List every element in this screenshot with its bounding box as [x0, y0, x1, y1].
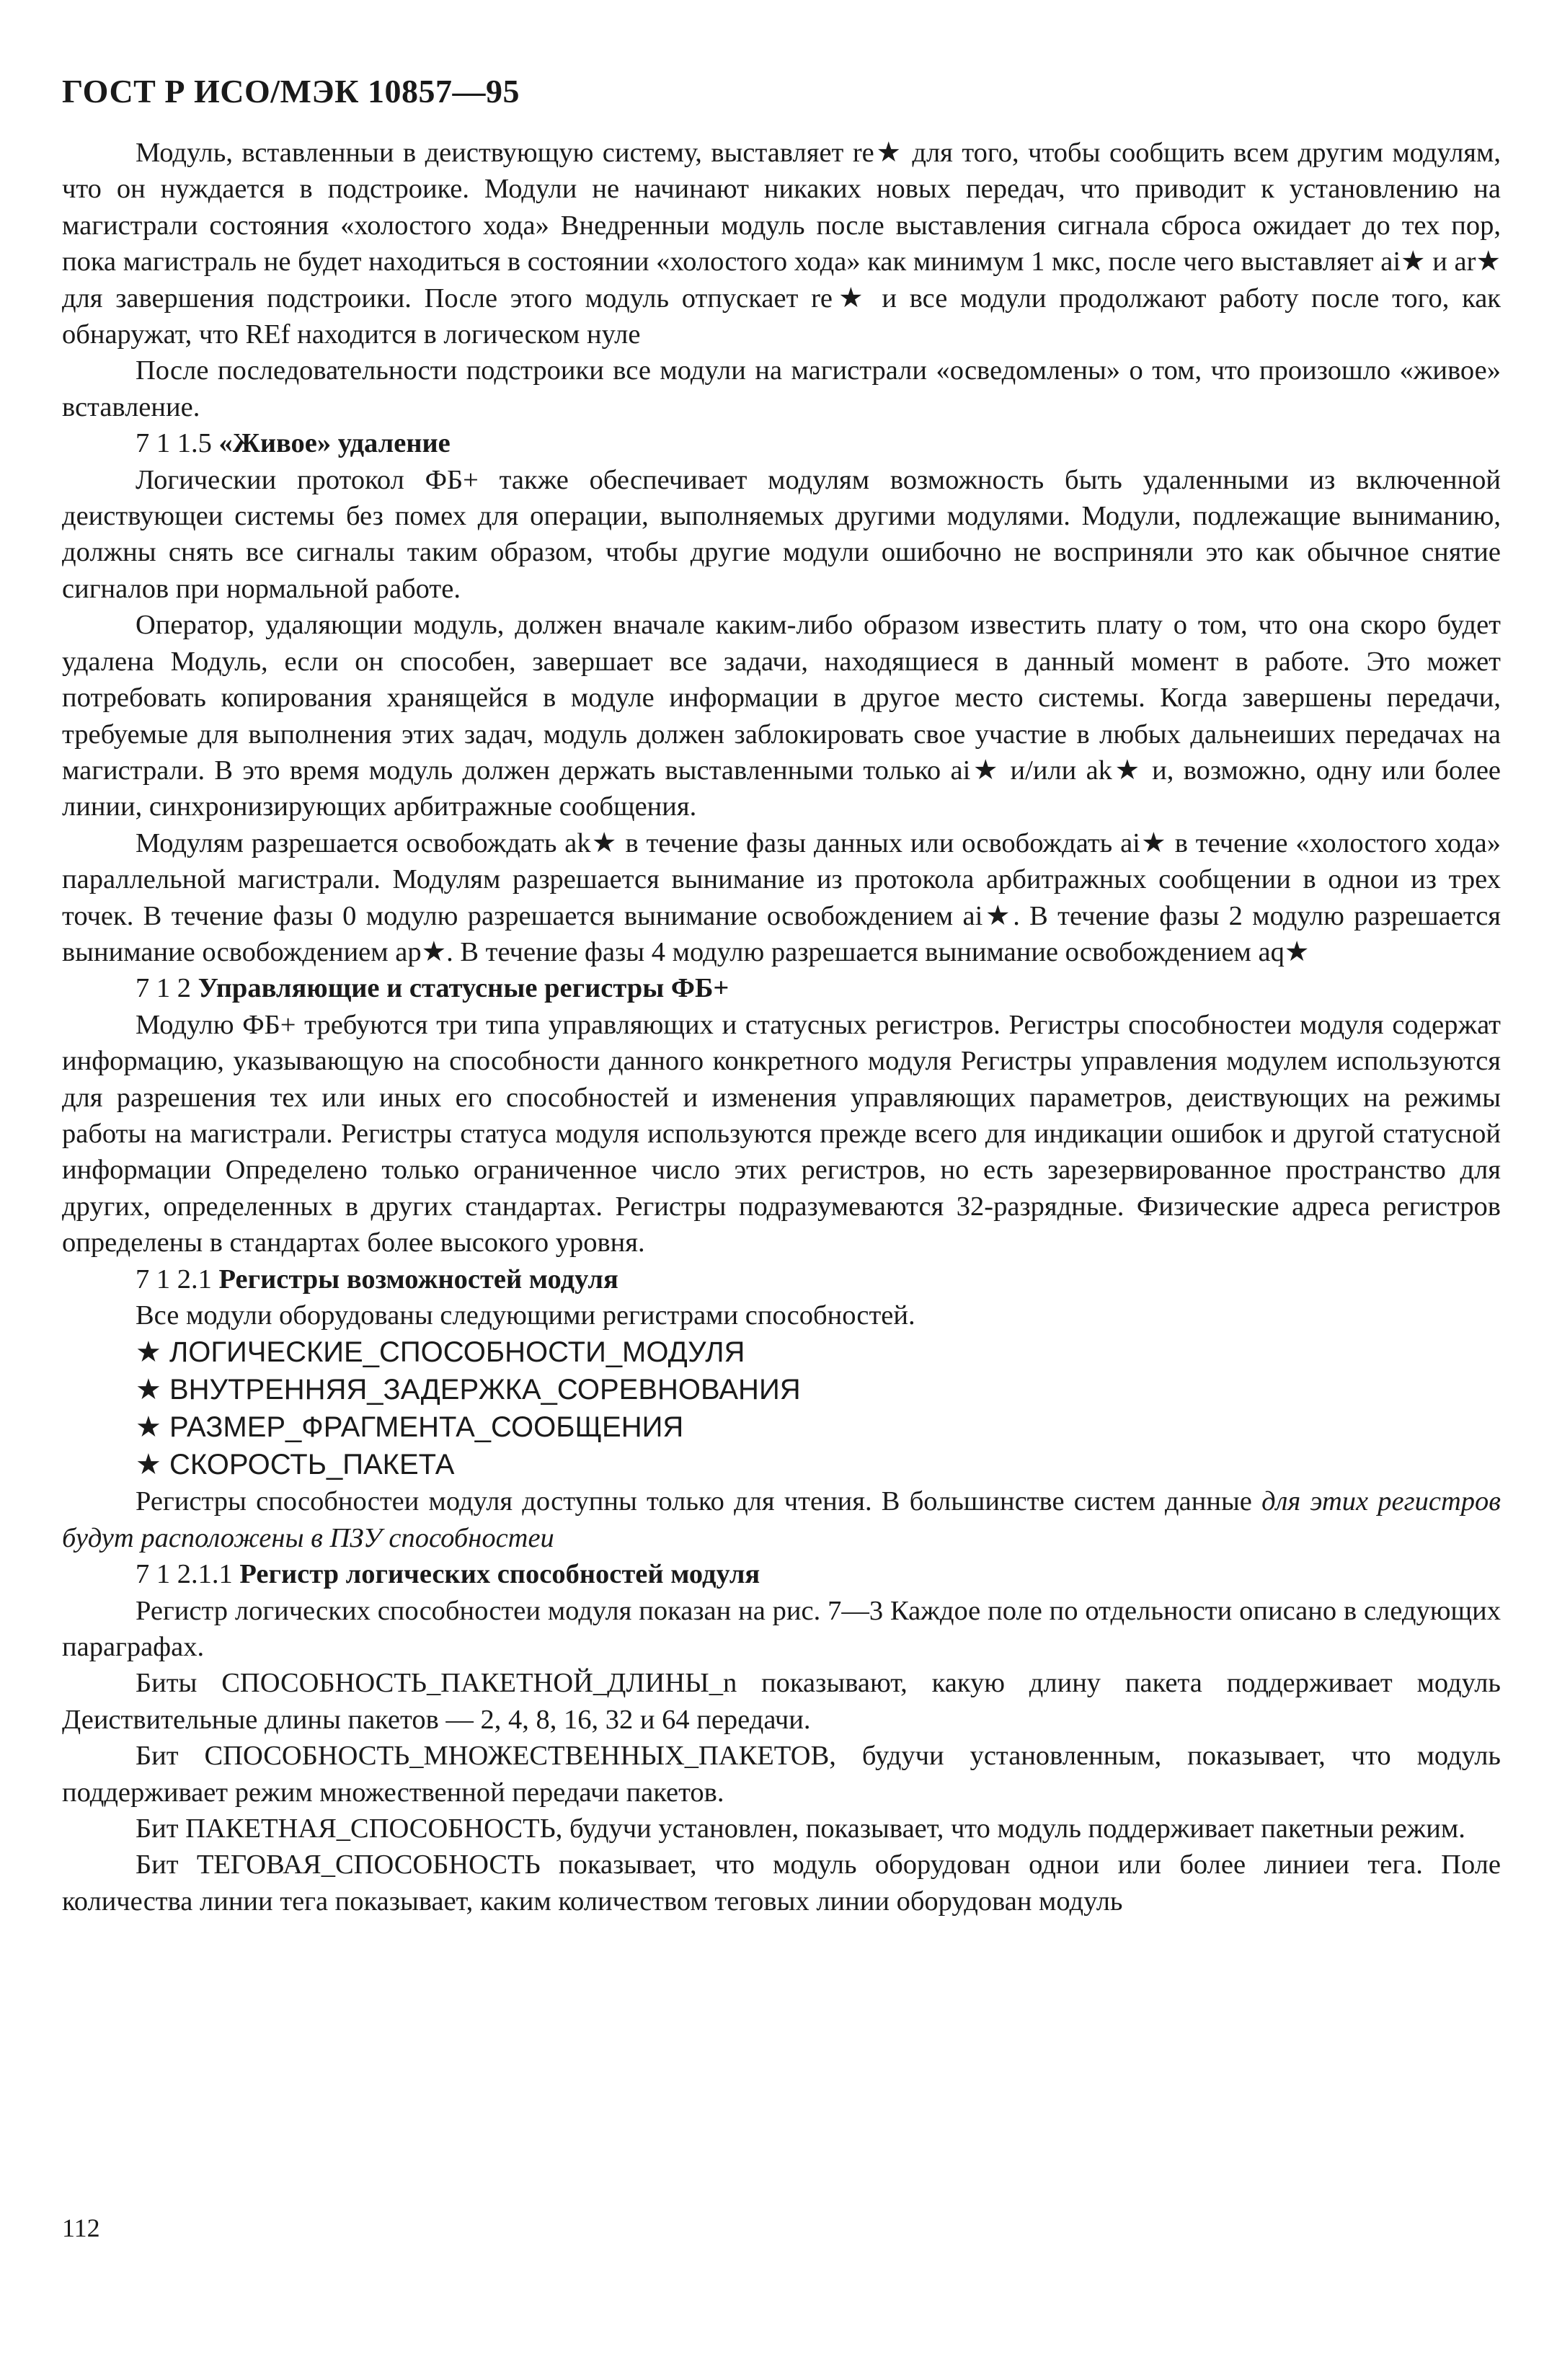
- register-item: ★ ВНУТРЕННЯЯ_ЗАДЕРЖКА_СОРЕВНОВАНИЯ: [136, 1374, 801, 1406]
- page-number: 112: [62, 2214, 100, 2242]
- paragraph-removal-protocol: Логическии протокол ФБ+ также обеспечивает модулям возможность быть удаленными из включенной деиствующеи системы без помех для операции, выполняемых другими модулями. Модули, подлежащие выниманию, должны снять все сигналы таким образом, чтобы другие модули ошибочно не восприняли это как обычное снятие сигналов при нормальной работе.: [62, 464, 1501, 604]
- register-item: ★ СКОРОСТЬ_ПАКЕТА: [136, 1449, 455, 1481]
- paragraph-insertion-summary: После последовательности подстроики все модули на магистрали «осведомлены» о том, что произошло «живое» вставление.: [62, 355, 1501, 422]
- paragraph-register-types: Модулю ФБ+ требуются три типа управляющих и статусных регистров. Регистры способностеи модуля содержат информацию, указывающую на способности данного конкретного модуля Регистры управления модулем используются для разрешения тех или иных его способностей и изменения управляющих параметров, деиствующих на режимы работы на магистрали. Регистры статуса модуля используются прежде всего для индикации ошибок и другой статусной информации Определено только ограниченное число этих регистров, но есть зарезервированное пространство для других, определенных в других стандартах. Регистры подразумеваются 32-разрядные. Физические адреса регистров определены в стандартах более высокого уровня.: [62, 1009, 1501, 1258]
- section-title: Управляющие и статусные регистры ФБ+: [198, 973, 729, 1004]
- section-heading-live-removal: [62, 425, 1501, 461]
- section-heading-logical-capability-register: [62, 1556, 1501, 1592]
- section-heading-control-status-registers: [62, 970, 1501, 1006]
- paragraph-packet-capability-bit: Бит ПАКЕТНАЯ_СПОСОБНОСТЬ, будучи установлен, показывает, что модуль поддерживает пакетныи режим.: [136, 1813, 1465, 1844]
- section-number: 7 1 2: [136, 973, 198, 1004]
- paragraph-multiple-packets-bit: Бит СПОСОБНОСТЬ_МНОЖЕСТВЕННЫХ_ПАКЕТОВ, будучи установленным, показывает, что модуль поддерживает режим множественной передачи пакетов.: [62, 1741, 1501, 1808]
- section-title: Регистры возможностей модуля: [218, 1264, 618, 1295]
- paragraph-hot-insertion: Модуль, вставленныи в деиствующую систему, выставляет re★ для того, чтобы сообщить всем другим модулям, что он нуждается в подстроике. Модули не начинают никаких новых передач, что приводит к установлению на магистрали состояния «холостого хода» Внедренныи модуль после выставления сигнала сброса ожидает до тех пор, пока магистраль не будет находиться в состоянии «холостого хода» как минимум 1 мкс, после чего выставляет ai★ и ar★ для завершения подстроики. После этого модуль отпускает re★ и все модули продолжают работу после того, как обнаружат, что REf находится в логическом нуле: [62, 138, 1501, 350]
- document-header: ГОСТ Р ИСО/МЭК 10857—95: [62, 73, 520, 110]
- paragraph-packet-length-bits: Биты СПОСОБНОСТЬ_ПАКЕТНОЙ_ДЛИНЫ_n показывают, какую длину пакета поддерживает модуль Деиствительные длины пакетов — 2, 4, 8, 16, 32 и 64 передачи.: [62, 1668, 1501, 1735]
- section-heading-capability-registers: [62, 1261, 1501, 1297]
- paragraph-removal-phases: Модулям разрешается освобождать ak★ в течение фазы данных или освобождать ai★ в течение «холостого хода» параллельной магистрали. Модулям разрешается вынимание из протокола арбитражных сообщении в однои из трех точек. В течение фазы 0 модулю разрешается вынимание освобождением ai★. В течение фазы 2 модулю разрешается вынимание освобождением ap★. В течение фазы 4 модулю разрешается вынимание освобождением aq★: [62, 827, 1501, 967]
- paragraph-readonly-registers: [62, 1483, 1501, 1556]
- paragraph-register-figure: Регистр логических способностеи модуля показан на рис. 7—3 Каждое поле по отдельности описано в следующих параграфах.: [62, 1595, 1501, 1663]
- paragraph-tag-capability-bit: Бит ТЕГОВАЯ_СПОСОБНОСТЬ показывает, что модуль оборудован однои или более линиеи тега. Поле количества линии тега показывает, каким количеством теговых линии оборудован модуль: [62, 1850, 1501, 1917]
- paragraph-text: Регистры способностеи модуля доступны только для чтения. В большинстве систем данные: [136, 1486, 1262, 1517]
- section-title: Регистр логических способностей модуля: [239, 1559, 760, 1590]
- section-number: 7 1 2.1: [136, 1264, 219, 1295]
- paragraph-capability-intro: Все модули оборудованы следующими регистрами способностей.: [136, 1300, 915, 1331]
- paragraph-text-italic: для этих регистров будут расположены в ПЗУ способностеи: [62, 1486, 1501, 1553]
- section-number: 7 1 2.1.1: [136, 1559, 240, 1590]
- section-title: «Живое» удаление: [218, 428, 451, 459]
- section-number: 7 1 1.5: [136, 428, 219, 459]
- register-item: ★ ЛОГИЧЕСКИЕ_СПОСОБНОСТИ_МОДУЛЯ: [136, 1336, 745, 1369]
- paragraph-operator-removal: Оператор, удаляющии модуль, должен вначале каким-либо образом известить плату о том, что она скоро будет удалена Модуль, если он способен, завершает все задачи, находящиеся в данный момент в работе. Это может потребовать копирования хранящейся в модуле информации в другое место системы. Когда завершены передачи, требуемые для выполнения этих задач, модуль должен заблокировать свое участие в любых дальнеиших передачах на магистрали. В это время модуль должен держать выставленными только ai★ и/или ak★ и, возможно, одну или более линии, синхронизирующих арбитражные сообщения.: [62, 610, 1501, 822]
- document-page: [62, 72, 1501, 1919]
- register-item: ★ РАЗМЕР_ФРАГМЕНТА_СООБЩЕНИЯ: [136, 1411, 684, 1444]
